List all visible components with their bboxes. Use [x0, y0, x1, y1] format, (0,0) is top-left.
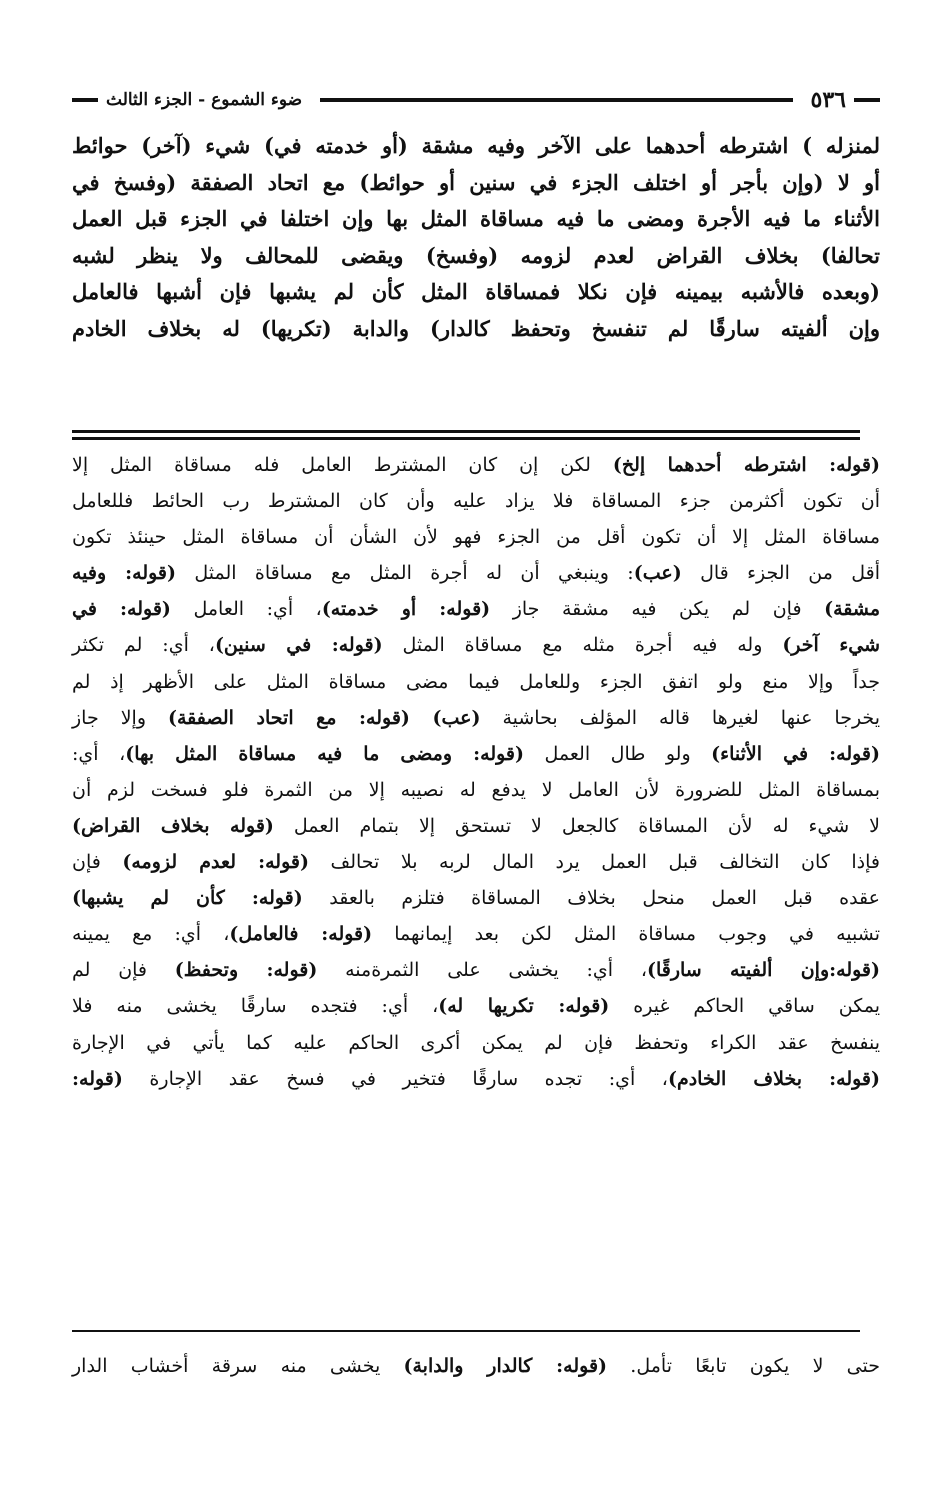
commentary-line [72, 844, 880, 880]
line-text: فإن لم يكن فيه مشقة جاز [490, 598, 825, 621]
commentary-line [72, 627, 880, 663]
line-text: ينفسخ عقد الكراء وتحفظ فإن لم يمكن أكرى الحاكم عليه كما يأتي في الإجارة [72, 1031, 880, 1054]
main-line: تحالفا) بخلاف القراض لعدم لزومه (وفسخ) ويقضى للمحالف ولا ينظر لشبه [72, 242, 880, 268]
line-text: فإذا كان التخالف قبل العمل يرد المال لربه بلا تحالف [308, 851, 880, 874]
header-dash-left [72, 98, 98, 102]
citation-phrase: (قوله: أو خدمته) [321, 598, 491, 621]
commentary-line [72, 952, 880, 988]
header-rule [320, 98, 792, 102]
line-text: وله فيه أجرة مثله مع مساقاة المثل [382, 634, 783, 657]
line-text: عقده قبل العمل منحل بخلاف المساقاة فتلزم بالعقد [302, 887, 880, 910]
line-text: يمكن ساقي الحاكم غيره [609, 995, 880, 1018]
line-text: فإن [72, 851, 123, 874]
line-text: أقل من الجزء قال [681, 562, 880, 585]
commentary-line [72, 555, 880, 591]
line-text: تشبيه في وجوب مساقاة المثل لكن بعد إيمانهما [372, 923, 880, 946]
citation-phrase: (عب) [633, 562, 682, 585]
line-text: ولو طال العمل [524, 742, 712, 765]
citation-phrase: (قوله:وإن ألفيته سارقًا) [646, 959, 880, 982]
citation-phrase: (قوله: كأن لم يشبها) [72, 887, 303, 910]
separator-rule-top [72, 430, 860, 433]
line-text: مساقاة المثل إلا أن تكون أقل من الجزء فهو لأن الشأن أن مساقاة المثل حينئذ تكون [72, 526, 880, 549]
line-text: يخرجا عنها لغيرها قاله المؤلف بحاشية [480, 706, 880, 729]
citation-phrase: (قوله: وتحفظ) [174, 959, 318, 982]
footnote-text [72, 1348, 880, 1384]
citation-phrase: (قوله بخلاف القراض) [72, 814, 274, 837]
commentary-line [72, 772, 880, 808]
citation-phrase: شيء آخر) [782, 634, 881, 657]
commentary-line [72, 591, 880, 627]
line-text: ، أي: العامل [170, 598, 322, 621]
main-line: (وبعده فالأشبه بيمينه فإن نكلا فمساقاة المثل كأن لم يشبها فإن أشبها فالعامل [72, 279, 880, 304]
footnote-line [72, 1348, 880, 1384]
main-line: أو لا (وإن بأجر أو اختلف الجزء في سنين أو حوائط) مع اتحاد الصفقة (وفسخ في [72, 169, 880, 195]
commentary-line [72, 483, 880, 519]
main-line: وإن ألفيته سارقًا لم تنفسخ وتحفظ كالدار) والدابة (تكريها) له بخلاف الخادم [72, 315, 880, 341]
footnote-rule [72, 1330, 860, 1332]
citation-phrase: (قوله: تكريها له) [438, 995, 610, 1018]
commentary-line [72, 880, 880, 916]
citation-phrase: (قوله: كالدار والدابة) [403, 1355, 608, 1377]
citation-phrase: (قوله: اشترطه أحدهما إلخ) [612, 454, 881, 476]
line-text: فإن لم [72, 959, 175, 982]
page-number: ٥٣٦ [810, 87, 846, 113]
line-text: وإلا جاز [72, 706, 168, 729]
line-text: جداً وإلا منع ولو اتفق الجزء وللعامل فيما مضى مساقاة المثل على الأظهر إذ لم [72, 670, 880, 693]
commentary-line [72, 447, 880, 483]
commentary-line [72, 700, 880, 736]
line-text: ، أي: [72, 742, 126, 765]
line-text: ، أي: تجده سارقًا فتخير في فسخ عقد الإجارة [122, 1067, 668, 1090]
line-text: ، أي: يخشى على الثمرةمنه [317, 959, 647, 982]
citation-phrase: (قوله: في سنين) [214, 634, 383, 657]
line-text: ، أي: فتجده سارقًا يخشى منه فلا [72, 995, 439, 1018]
citation-phrase: (قوله: ومضى ما فيه مساقاة المثل بها) [125, 742, 524, 765]
citation-phrase: (قوله: بخلاف الخادم) [667, 1067, 880, 1090]
commentary-line [72, 736, 880, 772]
citation-phrase: (قوله: في [72, 598, 171, 621]
citation-phrase: (قوله: لعدم لزومه) [122, 851, 309, 874]
commentary-line [72, 1025, 880, 1061]
citation-phrase: (عب) (قوله: مع اتحاد الصفقة) [168, 706, 481, 729]
line-text: ، أي: لم تكثر [72, 634, 215, 657]
book-title: ضوء الشموع - الجزء الثالث [106, 90, 303, 110]
commentary-text [72, 447, 880, 1097]
main-line: لمنزله ) اشترطه أحدهما على الآخر وفيه مشقة (أو خدمته في) شيء (آخر) حوائط [72, 133, 880, 158]
running-header [72, 82, 880, 118]
citation-phrase: مشقة) [824, 598, 880, 621]
commentary-line [72, 519, 880, 555]
commentary-line [72, 808, 880, 844]
commentary-line [72, 988, 880, 1024]
commentary-line [72, 664, 880, 700]
separator-rule-bottom [72, 437, 860, 440]
commentary-line [72, 1061, 880, 1097]
line-text: أن تكون أكثرمن جزء المساقاة فلا يزاد عليه وأن كان المشترط رب الحائط فللعامل [72, 490, 880, 513]
citation-phrase: (قوله: فالعامل) [229, 923, 373, 946]
line-text: بمساقاة المثل للضرورة لأن العامل لا يدفع له نصيبه إلا من الثمرة فلو فسخت لزم أن [72, 778, 880, 801]
line-text: يخشى منه سرقة أخشاب الدار [72, 1355, 404, 1377]
commentary-line [72, 916, 880, 952]
citation-phrase: (قوله: في الأثناء) [711, 742, 880, 765]
header-dash-right [854, 98, 880, 102]
main-line: الأثناء ما فيه الأجرة ومضى ما فيه مساقاة المثل بها وإن اختلفا في الجزء قبل العمل [72, 206, 880, 231]
main-text [72, 128, 880, 347]
line-text: ، أي: مع يمينه [72, 923, 230, 946]
line-text: لا شيء له لأن المساقاة كالجعل لا تستحق إلا بتمام العمل [273, 814, 880, 837]
line-text: حتى لا يكون تابعًا تأمل. [607, 1355, 880, 1377]
line-text: لكن إن كان المشترط العامل فله مساقاة المثل إلا [72, 454, 613, 476]
citation-phrase: (قوله: وفيه [72, 562, 176, 585]
citation-phrase: (قوله: [72, 1067, 123, 1090]
line-text: : وينبغي أن له أجرة المثل مع مساقاة المثل [176, 562, 634, 585]
